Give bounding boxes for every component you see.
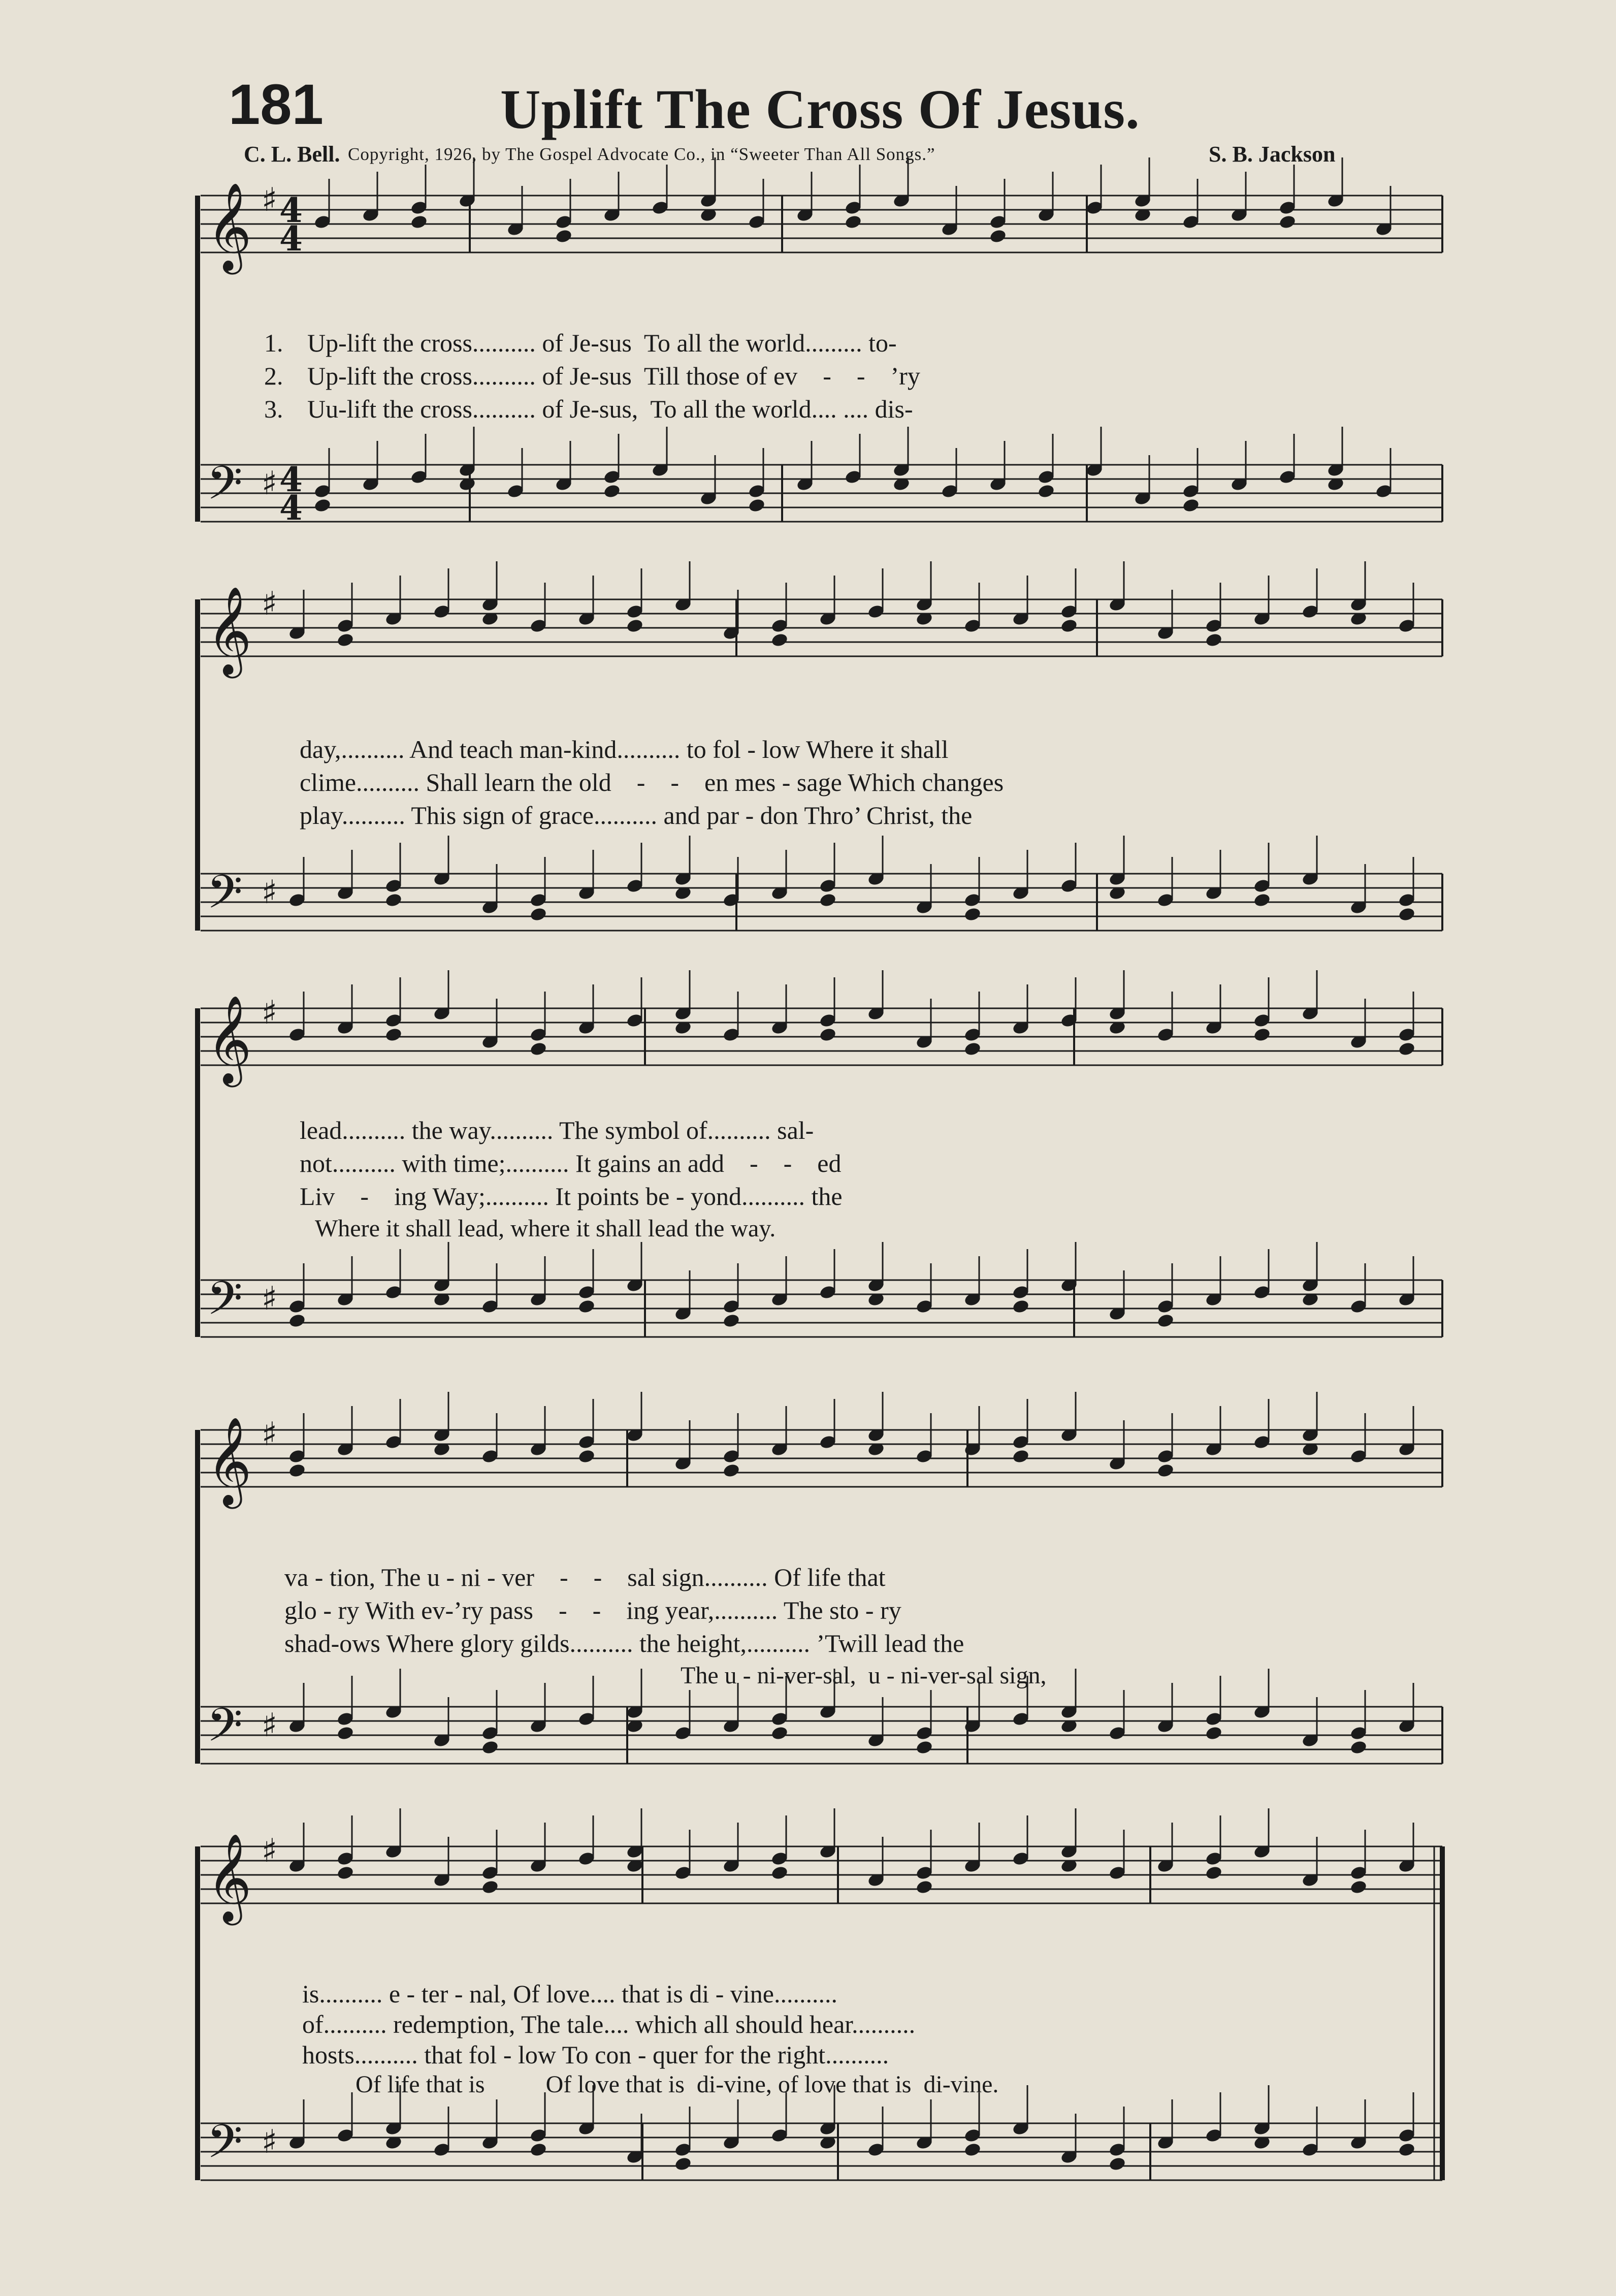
key-sharp-icon: ♯ [262,1832,277,1870]
note-head [915,1740,933,1756]
time-signature: 4 [279,219,303,259]
note-head [626,618,644,634]
note-head [770,1865,789,1881]
note-head [1037,484,1055,499]
key-sharp-icon: ♯ [262,1416,277,1453]
note-head [481,1740,499,1756]
note-head [1156,1313,1175,1329]
note-head [1253,1027,1271,1043]
time-signature: 4 [279,460,303,499]
note-head [336,632,354,648]
system-5-verse-3: hosts.......... that fol - low To con - quer for the right.......... [302,2040,889,2069]
system-3-verse-1: lead.......... the way.......... The symbol of.......... sal- [300,1116,814,1144]
system-1-verse-1: Up-lift the cross.......... of Je-sus To all the world......... to- [307,329,897,357]
note-head [748,498,766,514]
hymn-title: Uplift The Cross Of Jesus. [500,78,1140,140]
note-head [384,1027,403,1043]
key-sharp-icon: ♯ [262,585,277,623]
note-head [915,1879,933,1895]
system-5-alto-text: Of life that is Of love that is di-vine, of love that is di-vine. [355,2071,999,2098]
note-head [963,1041,982,1057]
note-head [819,1027,837,1043]
note-head [770,1726,789,1741]
system-5-verse-2: of.......... redemption, The tale.... which all should hear.......... [302,2010,916,2038]
note-head [481,1879,499,1895]
note-head [1349,1879,1368,1895]
note-head [1398,907,1416,922]
note-head [844,214,862,230]
note-head [1205,1726,1223,1741]
note-head [313,498,332,514]
system-4-alto-text: The u - ni-ver-sal, u - ni-ver-sal sign, [681,1662,1047,1689]
lyricist-credit: C. L. Bell. [244,142,340,167]
note-head [1012,1449,1030,1464]
system-2-verse-3: play.......... This sign of grace.......... and par - don Thro’ Christ, the [300,801,973,830]
note-head [288,1463,306,1479]
treble-clef-icon: 𝄞 [207,1417,252,1505]
system-4-verse-3: shad-ows Where glory gilds.......... the height,.......... ’Twill lead the [284,1629,964,1657]
note-head [722,1463,740,1479]
note-head [1278,214,1297,230]
system-1-verse-2: Up-lift the cross.......... of Je-sus Till those of ev - - ’ry [307,362,920,390]
note-head [674,2156,692,2172]
system-5-verse-1: is.......... e - ter - nal, Of love.... that is di - vine.......... [302,1980,837,2008]
note-head [529,907,547,922]
note-head [1012,1299,1030,1315]
composer-credit: S. B. Jackson [1209,142,1336,167]
note-head [1398,1041,1416,1057]
note-head [529,1041,547,1057]
copyright-notice: Copyright, 1926, by The Gospel Advocate Co., in “Sweeter Than All Songs.” [348,144,935,164]
note-head [1108,2156,1126,2172]
system-1-verse-3: Uu-lift the cross.......... of Je-sus, To all the world.... .... dis- [307,395,913,423]
system-3-verse-3: Liv - ing Way;.......... It points be - yond.......... the [300,1182,843,1210]
note-head [722,1313,740,1329]
note-head [603,484,621,499]
verse-number-2: 2. [264,362,283,390]
key-sharp-icon: ♯ [262,465,277,502]
note-head [1205,632,1223,648]
note-head [819,892,837,908]
note-head [384,892,403,908]
note-head [1182,498,1200,514]
note-head [770,632,789,648]
system-4-verse-1: va - tion, The u - ni - ver - - sal sign.......... Of life that [284,1563,886,1591]
note-head [555,229,573,244]
treble-clef-icon: 𝄞 [207,182,252,271]
system-3-alto-text: Where it shall lead, where it shall lead the way. [315,1215,776,1242]
bass-clef-icon: 𝄢 [207,456,243,521]
treble-clef-icon: 𝄞 [207,1833,252,1922]
key-sharp-icon: ♯ [262,1280,277,1318]
key-sharp-icon: ♯ [262,181,277,219]
note-head [989,229,1007,244]
note-head [410,214,428,230]
system-2-verse-1: day,.......... And teach man-kind.......... to fol - low Where it shall [300,735,949,763]
note-head [336,1865,354,1881]
note-head [1349,1740,1368,1756]
note-head [1205,1865,1223,1881]
note-head [529,2142,547,2158]
note-head [1253,892,1271,908]
key-sharp-icon: ♯ [262,2123,277,2161]
key-sharp-icon: ♯ [262,874,277,911]
time-signature: 4 [279,190,303,230]
key-sharp-icon: ♯ [262,1707,277,1744]
verse-number-3: 3. [264,395,283,423]
bass-clef-icon: 𝄢 [207,865,243,930]
system-3-verse-2: not.......... with time;.......... It gains an add - - ed [300,1149,842,1177]
treble-clef-icon: 𝄞 [207,995,252,1083]
verse-number-1: 1. [264,329,283,357]
bass-clef-icon: 𝄢 [207,2115,243,2180]
note-head [577,1449,596,1464]
system-4-verse-2: glo - ry With ev-’ry pass - - ing year,.......... The sto - ry [284,1596,901,1624]
note-head [1398,2142,1416,2158]
bass-clef-icon: 𝄢 [207,1271,243,1336]
time-signature: 4 [279,488,303,528]
note-head [1156,1463,1175,1479]
treble-clef-icon: 𝄞 [207,586,252,675]
system-2-verse-2: clime.......... Shall learn the old - - en mes - sage Which changes [300,768,1004,796]
note-head [963,2142,982,2158]
note-head [963,907,982,922]
key-sharp-icon: ♯ [262,994,277,1032]
hymn-number: 181 [229,73,324,136]
bass-clef-icon: 𝄢 [207,1698,243,1763]
note-head [288,1313,306,1329]
note-head [336,1726,354,1741]
note-head [577,1299,596,1315]
note-head [1060,618,1078,634]
